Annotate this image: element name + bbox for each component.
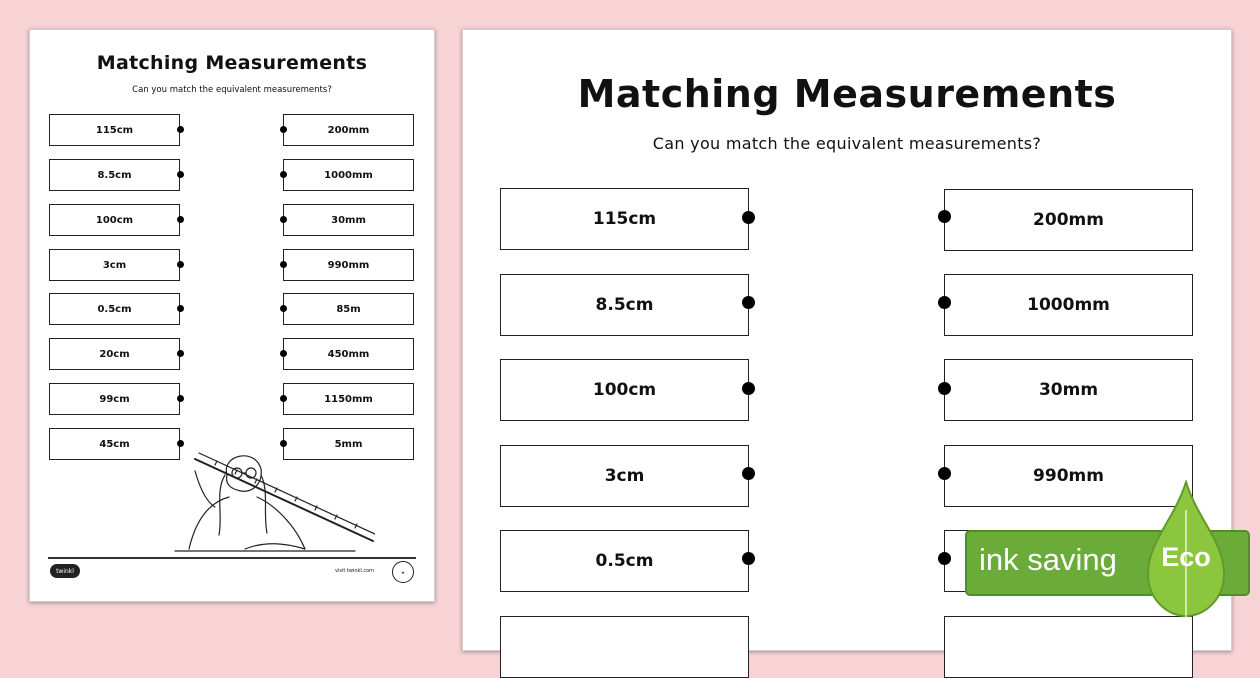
page-title: Matching Measurements	[577, 72, 1117, 116]
thumb-left-box: 20cm	[49, 338, 180, 370]
thumb-right-box: 1150mm	[283, 383, 414, 415]
thumb-right-box: 30mm	[283, 204, 414, 236]
left-measure-box: 3cm	[500, 445, 749, 507]
thumb-left-box: 3cm	[49, 249, 180, 281]
thumb-right-dot	[280, 216, 287, 223]
right-connector-dot	[938, 296, 951, 309]
thumb-left-box: 45cm	[49, 428, 180, 460]
thumb-right-box: 85m	[283, 293, 414, 325]
thumbnail-subtitle: Can you match the equivalent measurements?	[132, 85, 332, 95]
left-connector-dot	[742, 382, 755, 395]
thumb-left-dot	[177, 126, 184, 133]
thumb-right-box: 450mm	[283, 338, 414, 370]
thumb-right-dot	[280, 261, 287, 268]
thumb-left-dot	[177, 395, 184, 402]
right-connector-dot	[938, 382, 951, 395]
right-measure-box: 200mm	[944, 189, 1193, 251]
left-connector-dot	[742, 211, 755, 224]
brand-badge-icon: ★	[392, 561, 414, 583]
ink-saving-label: ink saving	[979, 542, 1117, 577]
thumb-right-box: 990mm	[283, 249, 414, 281]
thumb-right-box: 200mm	[283, 114, 414, 146]
left-connector-dot	[742, 552, 755, 565]
eco-tag: Eco	[1161, 542, 1211, 572]
child-with-tape-measure-drawing	[155, 445, 375, 555]
thumb-left-box: 99cm	[49, 383, 180, 415]
thumb-left-box: 8.5cm	[49, 159, 180, 191]
page-subtitle: Can you match the equivalent measurements?	[652, 134, 1042, 153]
thumb-left-box: 0.5cm	[49, 293, 180, 325]
right-connector-dot	[938, 467, 951, 480]
right-measure-box: 30mm	[944, 359, 1193, 421]
thumb-right-box: 5mm	[283, 428, 414, 460]
left-measure-box	[500, 616, 749, 678]
worksheet-thumbnail	[29, 29, 435, 602]
left-measure-box: 0.5cm	[500, 530, 749, 592]
thumb-left-dot	[177, 350, 184, 357]
footer-url: visit twinkl.com	[335, 568, 375, 574]
thumbnail-title: Matching Measurements	[96, 52, 368, 74]
left-measure-box: 100cm	[500, 359, 749, 421]
right-connector-dot	[938, 552, 951, 565]
thumb-left-dot	[177, 171, 184, 178]
thumb-left-box: 100cm	[49, 204, 180, 236]
thumb-right-dot	[280, 126, 287, 133]
left-measure-box: 115cm	[500, 188, 749, 250]
right-measure-box	[944, 616, 1193, 678]
thumb-left-dot	[177, 305, 184, 312]
left-measure-box: 8.5cm	[500, 274, 749, 336]
thumb-right-box: 1000mm	[283, 159, 414, 191]
thumb-left-dot	[177, 261, 184, 268]
thumb-left-box: 115cm	[49, 114, 180, 146]
left-connector-dot	[742, 296, 755, 309]
thumb-right-dot	[280, 395, 287, 402]
right-measure-box: 1000mm	[944, 274, 1193, 336]
footer-divider	[48, 557, 416, 559]
thumb-left-dot	[177, 216, 184, 223]
right-measure-box: 990mm	[944, 445, 1193, 507]
brand-logo: twinkl	[50, 564, 80, 578]
left-connector-dot	[742, 467, 755, 480]
thumb-right-dot	[280, 350, 287, 357]
thumb-right-dot	[280, 305, 287, 312]
right-connector-dot	[938, 210, 951, 223]
thumb-right-dot	[280, 171, 287, 178]
